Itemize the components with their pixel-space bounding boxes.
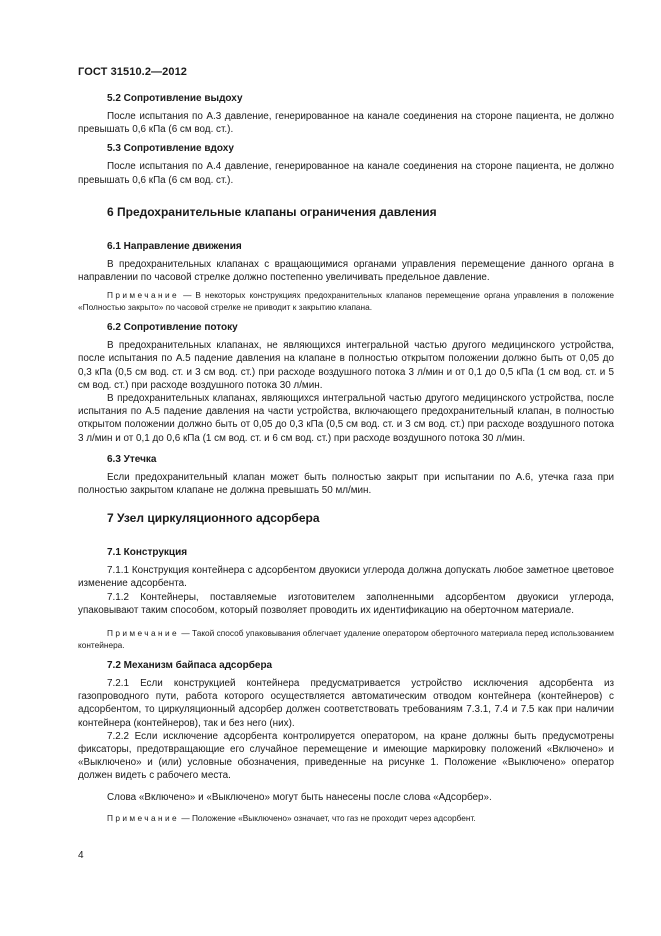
note-text: — Такой способ упаковывания облегчает удаление оператором оберточного материала перед использованием контейнера. (78, 628, 614, 651)
document-body (78, 92, 614, 824)
section-7-1-note (78, 627, 614, 651)
section-7-2-words-text: Слова «Включено» и «Выключено» могут быть нанесены после слова «Адсорбер». (107, 791, 492, 803)
section-7-heading: 7 Узел циркуляционного адсорбера (107, 511, 320, 526)
section-6-3-text: Если предохранительный клапан может быть полностью закрыт при испытании по А.6, утечка газа при полностью закрытом клапане не должна превышать 50 мл/мин. (78, 471, 614, 497)
section-6-1-text: В предохранительных клапанах с вращающимися органами управления перемещение данного органа в направлении по часовой стрелке должно постепенно увеличивать предельное давление. (78, 258, 614, 284)
section-5-3-heading: 5.3 Сопротивление вдоху (107, 143, 234, 155)
section-6-2-heading: 6.2 Сопротивление потоку (107, 322, 238, 334)
section-6-3-heading: 6.3 Утечка (107, 453, 157, 465)
section-7-2-note (78, 812, 614, 824)
note-text: — Положение «Выключено» означает, что газ не проходит через адсорбент. (179, 812, 476, 823)
document-header: ГОСТ 31510.2—2012 (78, 66, 188, 78)
note-label: Примечание (107, 628, 180, 639)
section-5-2-text: После испытания по А.3 давление, генерированное на канале соединения на стороне пациента, не должно превышать 0,6 кПа (6 см вод. ст.). (78, 111, 614, 136)
section-7-2-heading: 7.2 Механизм байпаса адсорбера (107, 660, 273, 672)
section-7-1-heading: 7.1 Конструкция (107, 547, 188, 559)
note-label: Примечание (107, 290, 180, 301)
section-6-1-heading: 6.1 Направление движения (107, 240, 242, 252)
page-number: 4 (78, 850, 84, 861)
section-5-2-heading: 5.2 Сопротивление выдоху (107, 93, 243, 104)
section-5-3-text: После испытания по А.4 давление, генерированное на канале соединения на стороне пациента, не должно превышать 0,6 кПа (6 см вод. ст.). (78, 161, 614, 186)
section-7-1-2-text: 7.1.2 Контейнеры, поставляемые изготовителем заполненными адсорбентом двуокиси углерода, упаковывают таким способом, который позволяет проводить их идентификацию на оберточном материале. (78, 591, 614, 616)
section-7-2-2-text: 7.2.2 Если исключение адсорбента контролируется оператором, на кране должны быть предусмотрены фиксаторы, предотвращающие его случайное перемещение и имеющие маркировку положений «Включено» и «Выключено» и (или) условные обозначения, приведенные на рисунке 1. Положение «Выключено» оператор должен видеть с рабочего места. (78, 730, 614, 782)
note-text: — В некоторых конструкциях предохранительных клапанов перемещение органа управления в положение «Полностью закрыто» по часовой стрелке не приводит к закрытию клапана. (78, 290, 614, 313)
section-6-1-note (78, 289, 614, 313)
note-label: Примечание (107, 812, 180, 823)
section-7-1-1-text: 7.1.1 Конструкция контейнера с адсорбентом двуокиси углерода должна допускать любое заметное цветовое изменение адсорбента. (78, 565, 614, 590)
section-7-2-1-text: 7.2.1 Если конструкцией контейнера предусматривается устройство исключения адсорбента из газопроводного пути, работа которого осуществляется автоматическим отводом контейнера (контейнеров) с адсорбентом, то циркуляционный адсорбер должен соответствовать требованиям 7.3.1, 7.4 и 7.5 как при наличии контейнера (контейнеров), так и без него (них). (78, 678, 614, 729)
section-6-2-text-2: В предохранительных клапанах, являющихся интегральной частью другого медицинского устройства, после испытания по А.5 падение давления на части устройства, включающего предохранительный клапан, в полностью открытом положении должно быть от 0,05 до 0,3 кПа (0,5 см вод. ст. и 3 см вод. ст.) при расходе воздушного потока 3 л/мин и от 0,1 до 0,6 кПа (1 см вод. ст. и 6 см вод. ст.) при расходе воздушного потока 30 л/мин. (78, 393, 614, 444)
section-6-heading: 6 Предохранительные клапаны ограничения давления (107, 204, 437, 219)
section-6-2-text-1: В предохранительных клапанах, не являющихся интегральной частью другого медицинского устройства, после испытания по А.5 падение давления на клапане в полностью открытом положении должно быть от 0,05 до 0,3 кПа (0,5 см вод. ст. и 3 см вод. ст.) при расходе воздушного потока 3 л/мин и от 0,1 до 0,5 кПа (1 см вод. ст. и 5 см вод. ст.) при расходе воздушного потока 30 л/мин. (78, 340, 614, 391)
